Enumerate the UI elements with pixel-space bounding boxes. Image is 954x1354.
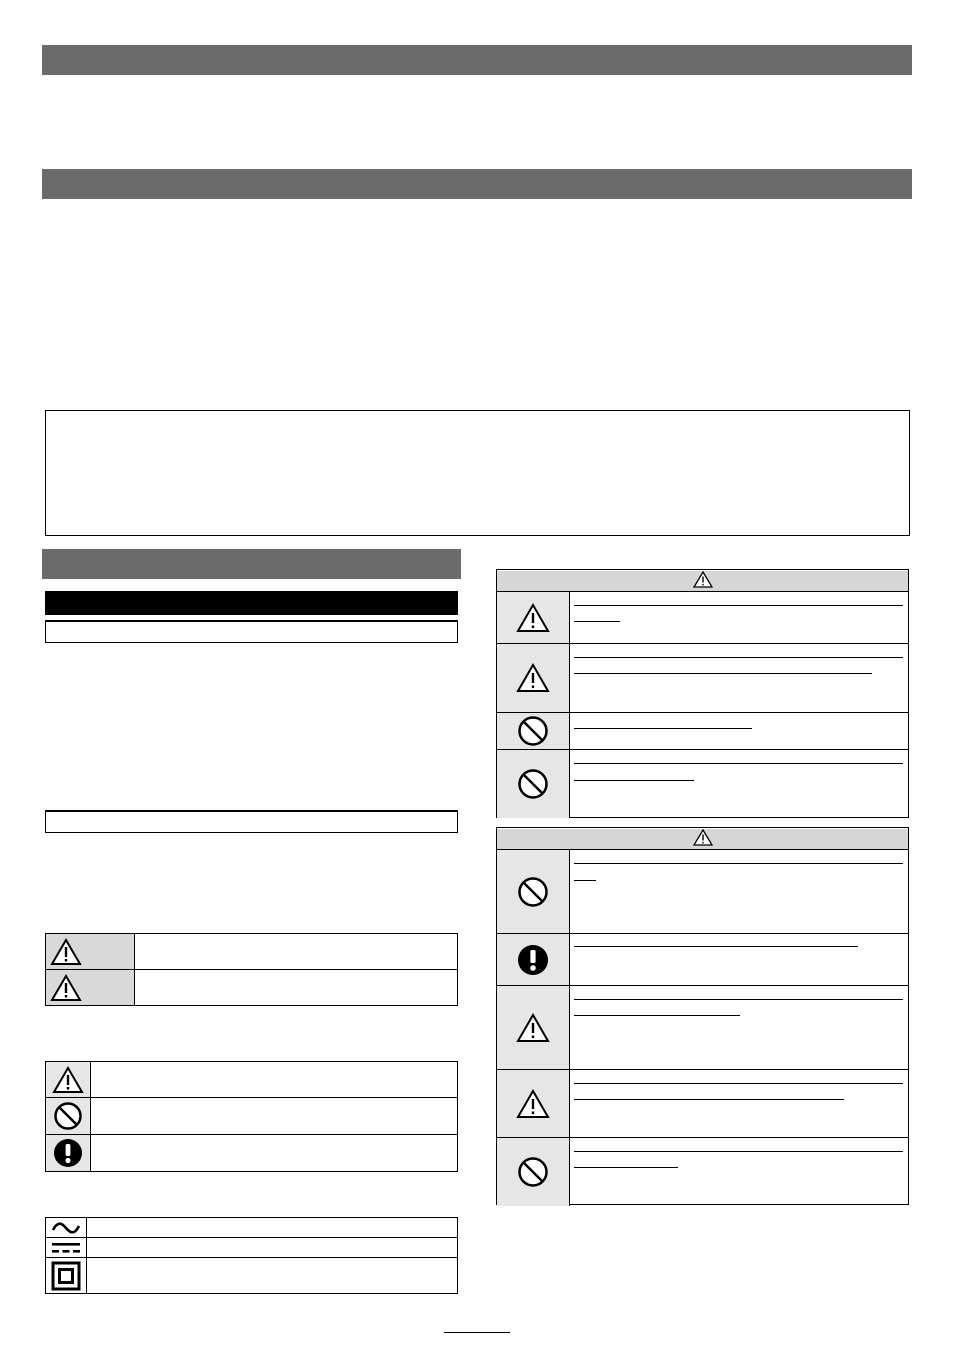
prohibition-icon <box>517 1156 549 1188</box>
row-text-cell <box>570 750 908 818</box>
double-insulation-icon <box>51 1261 81 1291</box>
page-number <box>444 1332 510 1333</box>
warning-table-header <box>497 571 908 592</box>
row-text-cell <box>570 713 908 749</box>
symbol-description <box>91 1135 458 1172</box>
prohibition-icon <box>517 768 549 800</box>
symbol-icon-cell <box>46 1135 91 1172</box>
warning-triangle-icon <box>50 938 82 966</box>
table-row <box>497 592 908 644</box>
row-text-cell <box>570 934 908 985</box>
warning-triangle-icon <box>516 603 550 633</box>
direct-current-icon <box>50 1240 82 1256</box>
caution-table <box>496 827 909 1205</box>
warning-triangle-icon <box>693 829 713 846</box>
row-icon-cell <box>497 644 570 712</box>
table-row <box>497 934 908 986</box>
row-icon-cell <box>497 592 570 643</box>
table-row <box>497 1070 908 1138</box>
warning-triangle-icon <box>50 974 82 1002</box>
subheading-1 <box>45 620 458 643</box>
row-text-cell <box>570 1138 908 1206</box>
prohibition-icon <box>517 876 549 908</box>
black-heading <box>45 591 458 615</box>
warning-triangle-icon <box>516 663 550 693</box>
symbol-icon-cell <box>46 1258 87 1294</box>
table-row <box>497 750 908 818</box>
warning-triangle-icon <box>516 1013 550 1043</box>
section-bar-1 <box>42 45 912 75</box>
table-row <box>46 1238 458 1258</box>
table-row <box>46 1218 458 1238</box>
section-bar-3 <box>42 549 461 579</box>
signal-word-description <box>135 934 458 970</box>
symbol-description <box>91 1098 458 1135</box>
table-row <box>497 850 908 934</box>
symbol-description <box>91 1062 458 1098</box>
row-icon-cell <box>497 713 570 749</box>
row-text-cell <box>570 592 908 643</box>
symbol-description <box>87 1238 458 1258</box>
prohibition-icon <box>517 715 549 747</box>
row-icon-cell <box>497 850 570 933</box>
warning-table <box>496 569 909 818</box>
symbol-icon-cell <box>46 1062 91 1098</box>
warning-triangle-icon <box>516 1089 550 1119</box>
signal-word-description <box>135 970 458 1006</box>
caution-table-header <box>497 829 908 850</box>
notice-box <box>45 410 910 536</box>
row-text-cell <box>570 644 908 712</box>
symbol-icon-cell <box>46 1238 87 1258</box>
prohibition-icon <box>53 1101 83 1131</box>
table-row <box>497 644 908 713</box>
symbol-icon-cell <box>46 1218 87 1238</box>
table-row <box>497 713 908 750</box>
symbol-description <box>87 1218 458 1238</box>
row-icon-cell <box>497 1070 570 1137</box>
signal-word-cell <box>46 970 135 1006</box>
signal-word-cell <box>46 934 135 970</box>
mandatory-action-icon <box>517 944 549 976</box>
signal-word-table <box>45 933 458 1006</box>
table-row <box>46 1135 458 1172</box>
table-row <box>497 986 908 1070</box>
symbol-description <box>87 1258 458 1294</box>
row-text-cell <box>570 986 908 1069</box>
row-text-cell <box>570 1070 908 1137</box>
row-icon-cell <box>497 934 570 985</box>
row-text-cell <box>570 850 908 933</box>
electrical-symbol-table <box>45 1217 458 1294</box>
subheading-2 <box>45 810 458 833</box>
warning-triangle-icon <box>52 1066 84 1094</box>
row-icon-cell <box>497 1138 570 1206</box>
table-row <box>46 970 458 1006</box>
row-icon-cell <box>497 750 570 818</box>
symbol-icon-cell <box>46 1098 91 1135</box>
mandatory-action-icon <box>53 1138 83 1168</box>
table-row <box>497 1138 908 1206</box>
alternating-current-icon <box>50 1220 82 1236</box>
symbol-meaning-table <box>45 1061 458 1172</box>
warning-triangle-icon <box>693 571 713 588</box>
table-row <box>46 1062 458 1098</box>
table-row <box>46 934 458 970</box>
table-row <box>46 1258 458 1294</box>
row-icon-cell <box>497 986 570 1069</box>
section-bar-2 <box>42 169 912 199</box>
table-row <box>46 1098 458 1135</box>
